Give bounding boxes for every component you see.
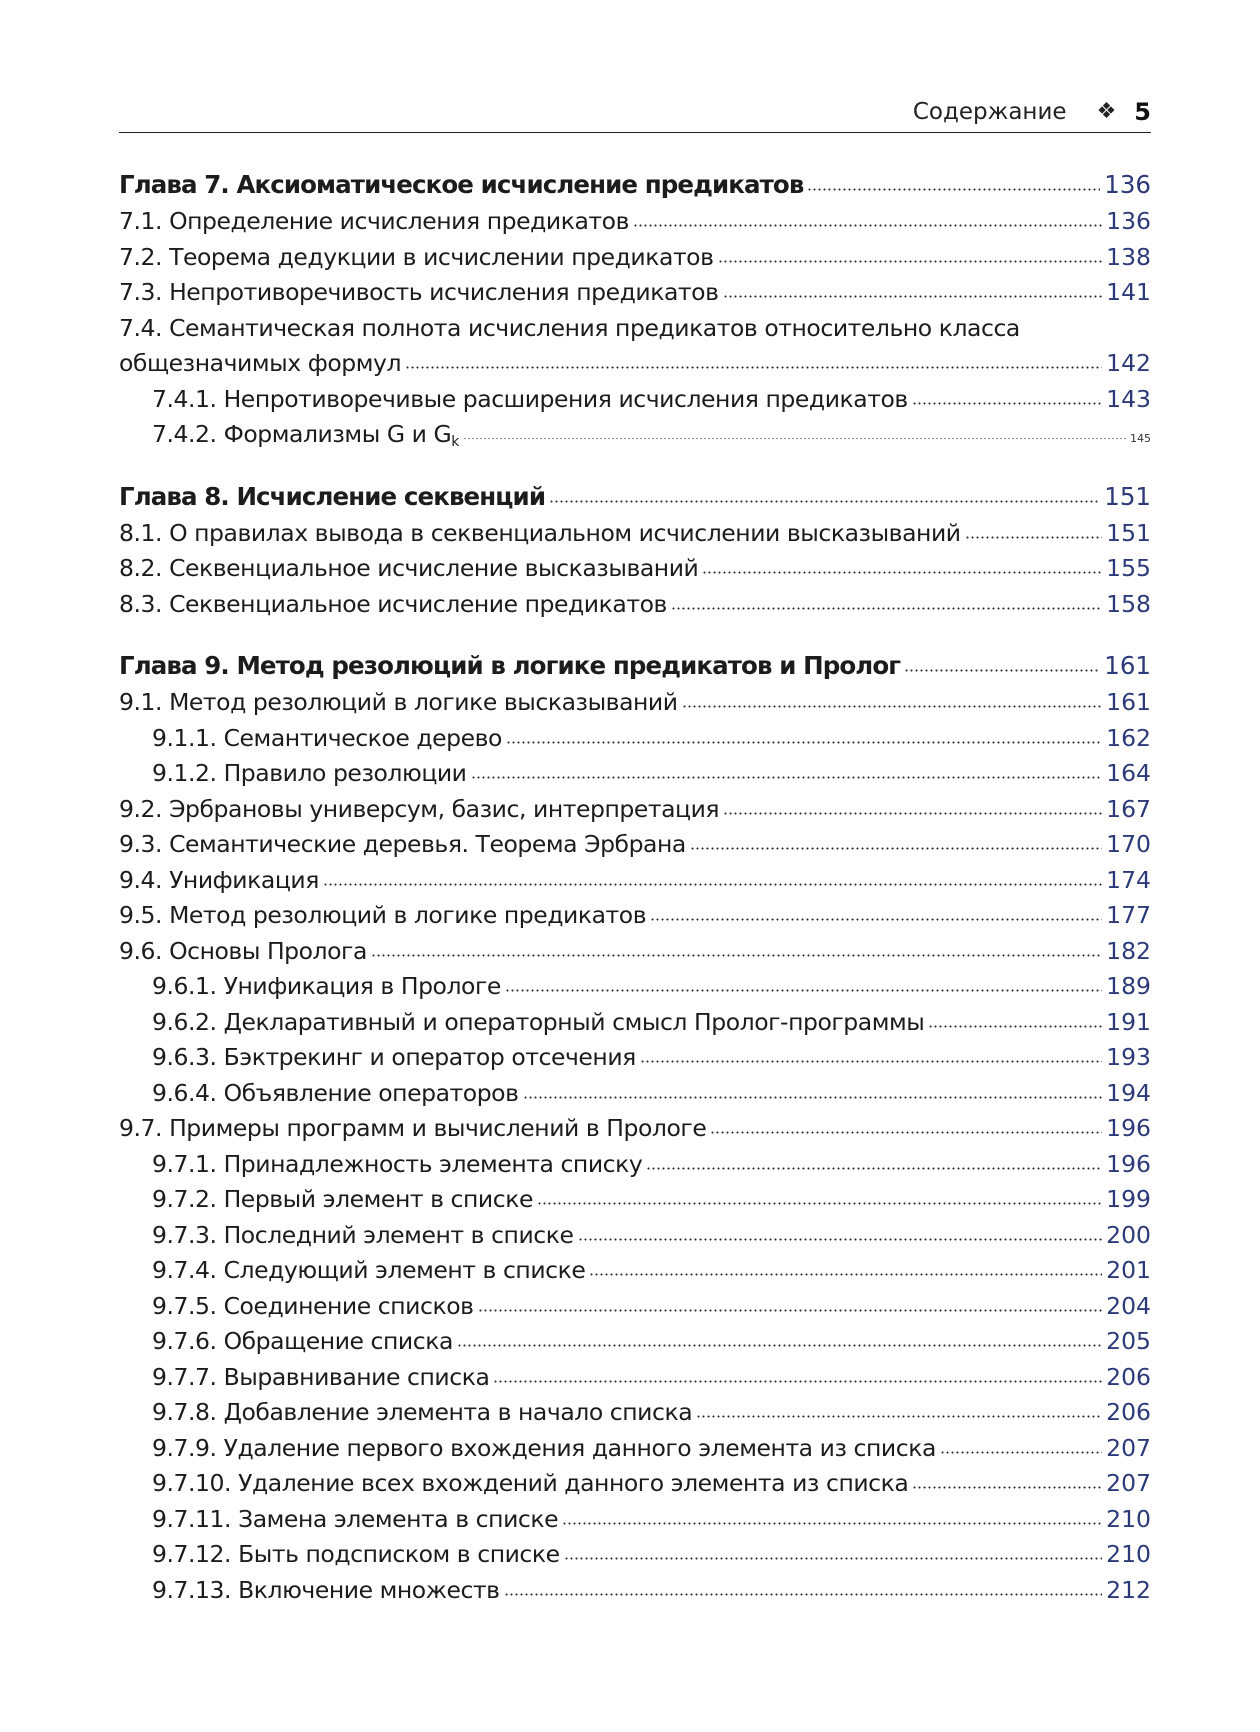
entry-title: 9.7.4. Следующий элемент в списке <box>152 1256 586 1284</box>
entry-title: 9.7.12. Быть подсписком в списке <box>152 1540 560 1568</box>
dot-leader <box>537 1202 1102 1205</box>
dot-leader <box>912 402 1102 405</box>
toc-entry[interactable] <box>119 1537 1151 1573</box>
subscript: k <box>451 434 459 450</box>
dot-leader <box>405 366 1102 369</box>
page-ref: 191 <box>1106 1007 1151 1036</box>
toc-entry[interactable] <box>119 1573 1151 1609</box>
entry-title: 9.7.9. Удаление первого вхождения данного элемента из списка <box>152 1433 936 1462</box>
toc-entry[interactable] <box>119 1431 1151 1467</box>
page-ref: 155 <box>1106 554 1151 582</box>
page-ref: 210 <box>1106 1504 1151 1533</box>
page-ref: 207 <box>1106 1469 1151 1497</box>
dot-leader <box>463 437 1126 440</box>
toc-entry[interactable] <box>119 863 1151 899</box>
dot-leader <box>696 1415 1102 1418</box>
dot-leader <box>478 1309 1103 1312</box>
toc-entry[interactable] <box>119 898 1151 934</box>
toc-chapter-9[interactable] <box>119 647 1151 685</box>
entry-title: 9.7.1. Принадлежность элемента списку <box>152 1149 643 1178</box>
table-of-contents <box>119 166 1151 1608</box>
running-header <box>119 92 1151 133</box>
entry-title: 8.2. Секвенциальное исчисление высказываний <box>119 554 699 582</box>
toc-entry[interactable] <box>119 1395 1151 1431</box>
toc-entry-8-3[interactable] <box>119 587 1151 623</box>
dot-leader <box>807 188 1100 191</box>
entry-title-text: 7.4.2. Формализмы G и G <box>152 420 452 448</box>
dot-leader <box>723 295 1103 298</box>
toc-entry[interactable] <box>119 1147 1151 1183</box>
dot-leader <box>493 1380 1102 1383</box>
page-ref: 136 <box>1104 170 1151 199</box>
entry-title: 9.6.3. Бэктрекинг и оператор отсечения <box>152 1043 636 1071</box>
page-ref: 161 <box>1106 688 1151 716</box>
page-ref: 138 <box>1106 242 1151 271</box>
toc-entry[interactable] <box>119 1182 1151 1218</box>
page-ref: 206 <box>1106 1398 1151 1426</box>
toc-entry[interactable] <box>119 1005 1151 1041</box>
page-ref: 151 <box>1106 518 1151 547</box>
page-ref: 206 <box>1106 1362 1151 1391</box>
header-right <box>913 92 1151 132</box>
entry-title: 7.3. Непротиворечивость исчисления предикатов <box>119 278 719 306</box>
page-ref: 142 <box>1106 349 1151 377</box>
toc-entry[interactable] <box>119 1360 1151 1396</box>
dot-leader <box>682 705 1103 708</box>
toc-entry[interactable] <box>119 1289 1151 1325</box>
entry-title: 9.3. Семантические деревья. Теорема Эрбрана <box>119 830 686 858</box>
page-ref: 199 <box>1106 1185 1151 1213</box>
entry-title: 7.2. Теорема дедукции в исчислении предикатов <box>119 242 714 271</box>
entry-title: 9.4. Унификация <box>119 865 319 894</box>
dot-leader <box>506 741 1102 744</box>
dot-leader <box>710 1131 1102 1134</box>
toc-chapter-8[interactable] <box>119 478 1151 516</box>
entry-title: 9.7.11. Замена элемента в списке <box>152 1504 559 1533</box>
dot-leader <box>723 812 1102 815</box>
page-ref: 182 <box>1106 936 1151 965</box>
dot-leader <box>504 1593 1103 1596</box>
dot-leader <box>578 1238 1103 1241</box>
page-ref: 158 <box>1106 589 1151 618</box>
dot-leader <box>671 607 1102 610</box>
page-ref: 161 <box>1104 651 1151 680</box>
entry-title: 9.7.2. Первый элемент в списке <box>152 1185 533 1213</box>
dot-leader <box>457 1344 1102 1347</box>
dot-leader <box>904 669 1100 672</box>
page-ref: 189 <box>1106 972 1151 1000</box>
toc-entry[interactable] <box>119 934 1151 970</box>
entry-title: 9.1. Метод резолюций в логике высказываний <box>119 688 678 716</box>
ornament-icon: ❖ <box>1096 99 1117 124</box>
entry-title: 9.2. Эрбрановы универсум, базис, интерпретация <box>119 794 720 823</box>
page-ref: 196 <box>1106 1114 1151 1142</box>
dot-leader <box>523 1096 1103 1099</box>
entry-title: 9.7.10. Удаление всех вхождений данного элемента из списка <box>152 1469 909 1497</box>
dot-leader <box>633 224 1102 227</box>
page-ref: 194 <box>1106 1078 1151 1107</box>
dot-leader <box>589 1273 1102 1276</box>
toc-entry[interactable] <box>119 1253 1151 1289</box>
page-ref: 164 <box>1106 759 1151 787</box>
entry-title: 9.7.5. Соединение списков <box>152 1291 474 1320</box>
toc-entry[interactable] <box>119 1076 1151 1112</box>
page-ref: 145 <box>1130 432 1151 445</box>
entry-title: 9.1.2. Правило резолюции <box>152 759 467 787</box>
dot-leader <box>940 1451 1102 1454</box>
page-ref: 201 <box>1106 1256 1151 1284</box>
dot-leader <box>371 954 1102 957</box>
dot-leader <box>640 1060 1102 1063</box>
entry-title: 9.7.7. Выравнивание списка <box>152 1362 490 1391</box>
dot-leader <box>323 883 1102 886</box>
entry-title: 8.3. Секвенциальное исчисление предикатов <box>119 589 667 618</box>
toc-entry[interactable] <box>119 827 1151 863</box>
chapter-9-entries <box>119 685 1151 1608</box>
entry-title: 9.6.2. Декларативный и операторный смысл Пролог-программы <box>152 1007 925 1036</box>
toc-entry-7-4[interactable] <box>119 311 1151 382</box>
chapter-title: Глава 9. Метод резолюций в логике предикатов и Пролог <box>119 651 901 680</box>
toc-entry-8-2[interactable] <box>119 551 1151 587</box>
toc-entry[interactable] <box>119 685 1151 721</box>
toc-entry[interactable] <box>119 1040 1151 1076</box>
toc-entry[interactable] <box>119 1502 1151 1538</box>
dot-leader <box>646 1167 1102 1170</box>
page-ref: 200 <box>1106 1220 1151 1249</box>
toc-entry[interactable] <box>119 1324 1151 1360</box>
entry-title <box>152 417 459 453</box>
toc-entry-7-1[interactable] <box>119 204 1151 240</box>
entry-title: 9.6.4. Объявление операторов <box>152 1078 519 1107</box>
page-ref: 162 <box>1106 723 1151 752</box>
page-number: 5 <box>1134 98 1151 126</box>
page-ref: 174 <box>1106 865 1151 894</box>
toc-entry-7-4-2[interactable] <box>119 417 1151 453</box>
toc-entry[interactable] <box>119 721 1151 757</box>
entry-title: 9.5. Метод резолюций в логике предикатов <box>119 901 647 929</box>
toc-chapter-7[interactable] <box>119 166 1151 204</box>
entry-title-line-2-row <box>119 346 1151 382</box>
page-ref: 205 <box>1106 1327 1151 1355</box>
entry-title: 7.4.1. Непротиворечивые расширения исчисления предикатов <box>152 384 908 413</box>
toc-entry[interactable] <box>119 969 1151 1005</box>
toc-entry-7-4-1[interactable] <box>119 382 1151 418</box>
dot-leader <box>562 1522 1102 1525</box>
dot-leader <box>912 1486 1102 1489</box>
page-ref: 207 <box>1106 1433 1151 1462</box>
dot-leader <box>690 847 1102 850</box>
dot-leader <box>564 1557 1102 1560</box>
dot-leader <box>928 1025 1102 1028</box>
entry-title: 9.1.1. Семантическое дерево <box>152 723 502 752</box>
entry-title: 7.1. Определение исчисления предикатов <box>119 207 629 235</box>
page-ref: 167 <box>1106 794 1151 823</box>
dot-leader <box>505 989 1102 992</box>
chapter-title: Глава 7. Аксиоматическое исчисление предикатов <box>119 170 804 199</box>
entry-title-line-1: 7.4. Семантическая полнота исчисления предикатов относительно класса <box>119 313 1020 342</box>
dot-leader <box>650 918 1102 921</box>
dot-leader <box>702 571 1102 574</box>
entry-title: 9.7.3. Последний элемент в списке <box>152 1220 574 1249</box>
page-ref: 193 <box>1106 1043 1151 1071</box>
dot-leader <box>549 500 1100 503</box>
dot-leader <box>471 776 1103 779</box>
entry-title: 8.1. О правилах вывода в секвенциальном исчислении высказываний <box>119 518 961 547</box>
header-title: Содержание <box>912 99 1067 125</box>
page-ref: 141 <box>1106 278 1151 306</box>
toc-entry[interactable] <box>119 1218 1151 1254</box>
page-ref: 210 <box>1106 1540 1151 1568</box>
page-ref: 170 <box>1106 830 1151 858</box>
entry-title: 9.7.13. Включение множеств <box>152 1575 500 1604</box>
toc-entry[interactable] <box>119 1466 1151 1502</box>
entry-title: 9.6. Основы Пролога <box>119 936 367 965</box>
entry-title: 9.6.1. Унификация в Прологе <box>152 972 501 1000</box>
toc-entry[interactable] <box>119 792 1151 828</box>
page-ref: 143 <box>1106 384 1151 413</box>
entry-title: 9.7. Примеры программ и вычислений в Прологе <box>119 1114 707 1142</box>
dot-leader <box>965 536 1103 539</box>
dot-leader <box>718 260 1103 263</box>
chapter-title: Глава 8. Исчисление секвенций <box>119 481 546 511</box>
toc-entry-8-1[interactable] <box>119 516 1151 552</box>
toc-entry-7-2[interactable] <box>119 240 1151 276</box>
entry-title-line-2: общезначимых формул <box>119 349 402 377</box>
page-ref: 136 <box>1106 207 1151 235</box>
entry-title: 9.7.6. Обращение списка <box>152 1327 453 1355</box>
page-ref: 177 <box>1106 901 1151 929</box>
page-ref: 212 <box>1106 1575 1151 1604</box>
toc-entry[interactable] <box>119 1111 1151 1147</box>
page-ref: 151 <box>1104 481 1151 511</box>
entry-title: 9.7.8. Добавление элемента в начало списка <box>152 1398 693 1426</box>
page-ref: 204 <box>1106 1291 1151 1320</box>
page-ref: 196 <box>1106 1149 1151 1178</box>
toc-entry[interactable] <box>119 756 1151 792</box>
toc-entry-7-3[interactable] <box>119 275 1151 311</box>
